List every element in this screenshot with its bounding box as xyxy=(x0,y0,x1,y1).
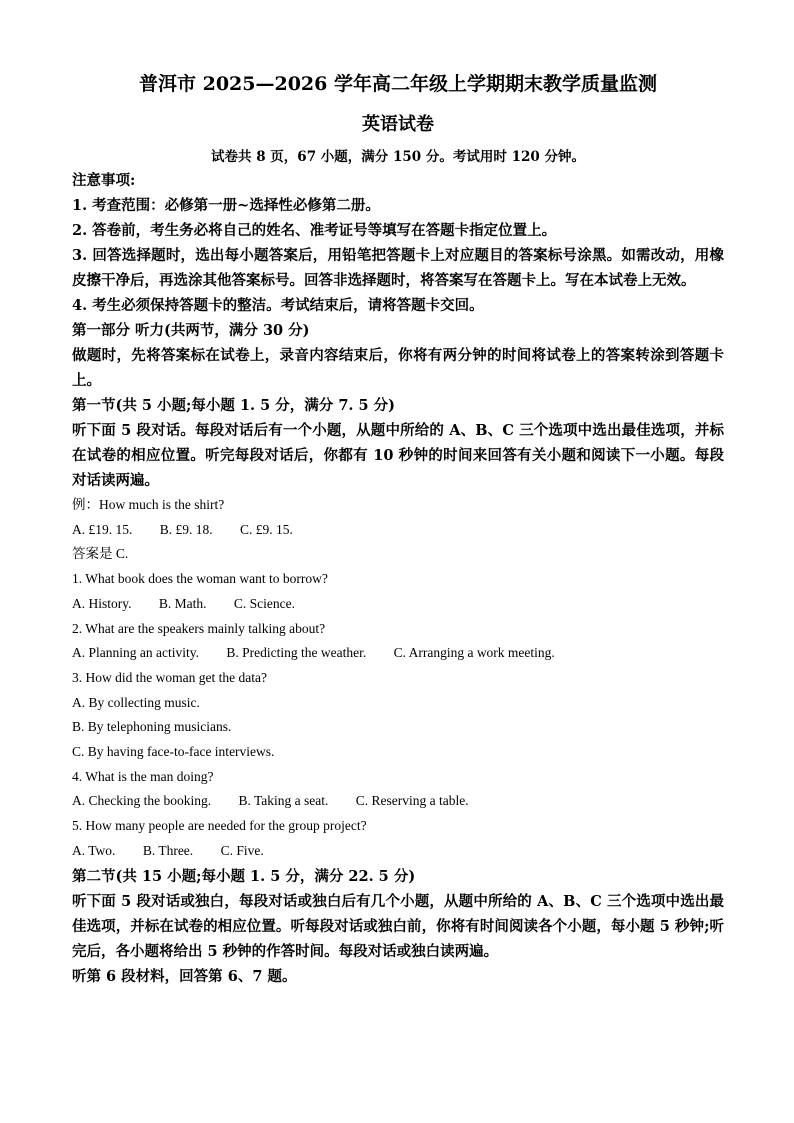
option-b: B. Three. xyxy=(142,842,194,858)
option-a: A. By collecting music. xyxy=(72,694,200,710)
option-a: A. Planning an activity. xyxy=(72,645,199,661)
section2-instruction: 听下面 5 段对话或独白，每段对话或独白后有几个小题，从题中所给的 A、B、C 三个选项中选出最佳选项，并标在试卷的相应位置。听每段对话或独白前，你将有时间阅读各个小题，每小题 5 秒钟;听完后，各小题将给出 5 秒钟的作答时间。每段对话或独白读两遍。 xyxy=(72,892,724,960)
note-item: 2. 答卷前，考生务必将自己的姓名、准考证号等填写在答题卡指定位置上。 xyxy=(72,222,557,239)
question-4: 4. What is the man doing? xyxy=(72,768,214,784)
notes-block xyxy=(72,168,724,318)
example-answer: 答案是 C. xyxy=(72,546,129,562)
example-options xyxy=(72,518,724,543)
question-5-options xyxy=(72,839,724,864)
option-b: B. By telephoning musicians. xyxy=(72,719,232,735)
note-item: 1. 考查范围：必修第一册~选择性必修第二册。 xyxy=(72,197,380,214)
section2-material: 听第 6 段材料，回答第 6、7 题。 xyxy=(72,967,297,985)
notes-heading: 注意事项: xyxy=(72,172,136,189)
part1-instruction: 做题时，先将答案标在试卷上，录音内容结束后，你将有两分钟的时间将试卷上的答案转涂到答题卡上。 xyxy=(72,347,724,389)
note-item: 4. 考生必须保持答题卡的整洁。考试结束后，请将答题卡交回。 xyxy=(72,297,484,314)
option-c: C. Five. xyxy=(220,842,264,858)
option-c: C. Science. xyxy=(233,595,295,611)
option-b: B. Predicting the weather. xyxy=(226,645,367,661)
example-question: 例：How much is the shirt? xyxy=(72,497,225,512)
exam-page xyxy=(72,70,724,989)
option-c: C. Reserving a table. xyxy=(355,793,469,809)
part1-heading: 第一部分 听力(共两节，满分 30 分) xyxy=(72,322,310,339)
option-a: A. Two. xyxy=(72,842,116,858)
exam-title: 普洱市 2025—2026 学年高二年级上学期期末教学质量监测 xyxy=(139,73,657,95)
option-c: C. By having face-to-face interviews. xyxy=(72,744,275,760)
section2-heading: 第二节(共 15 小题;每小题 1. 5 分，满分 22. 5 分) xyxy=(72,867,416,885)
option-b: B. Taking a seat. xyxy=(238,793,329,809)
section1-heading: 第一节(共 5 小题;每小题 1. 5 分，满分 7. 5 分) xyxy=(72,397,395,414)
option-a: A. £19. 15. xyxy=(72,521,133,537)
question-1-options xyxy=(72,592,724,617)
note-item: 3. 回答选择题时，选出每小题答案后，用铅笔把答题卡上对应题目的答案标号涂黑。如需改动，用橡皮擦干净后，再选涂其他答案标号。回答非选择题时，将答案写在答题卡上。写在本试卷上无效。 xyxy=(72,247,724,289)
question-4-options xyxy=(72,789,724,814)
question-1: 1. What book does the woman want to borrow? xyxy=(72,571,328,587)
section1-instruction: 听下面 5 段对话。每段对话后有一个小题，从题中所给的 A、B、C 三个选项中选出最佳选项，并标在试卷的相应位置。听完每段对话后，你都有 10 秒钟的时间来回答有关小题和阅读下一小题。每段对话读两遍。 xyxy=(72,422,724,489)
option-b: B. Math. xyxy=(158,595,207,611)
option-c: C. £9. 15. xyxy=(240,521,293,537)
option-a: A. History. xyxy=(72,595,132,611)
question-3: 3. How did the woman get the data? xyxy=(72,669,267,685)
question-2-options xyxy=(72,641,724,666)
exam-info: 试卷共 8 页，67 小题，满分 150 分。考试用时 120 分钟。 xyxy=(211,149,585,165)
option-c: C. Arranging a work meeting. xyxy=(393,645,555,661)
question-2: 2. What are the speakers mainly talking about? xyxy=(72,620,326,636)
option-b: B. £9. 18. xyxy=(159,521,213,537)
question-5: 5. How many people are needed for the group project? xyxy=(72,818,367,834)
option-a: A. Checking the booking. xyxy=(72,793,212,809)
exam-subject: 英语试卷 xyxy=(362,114,434,135)
